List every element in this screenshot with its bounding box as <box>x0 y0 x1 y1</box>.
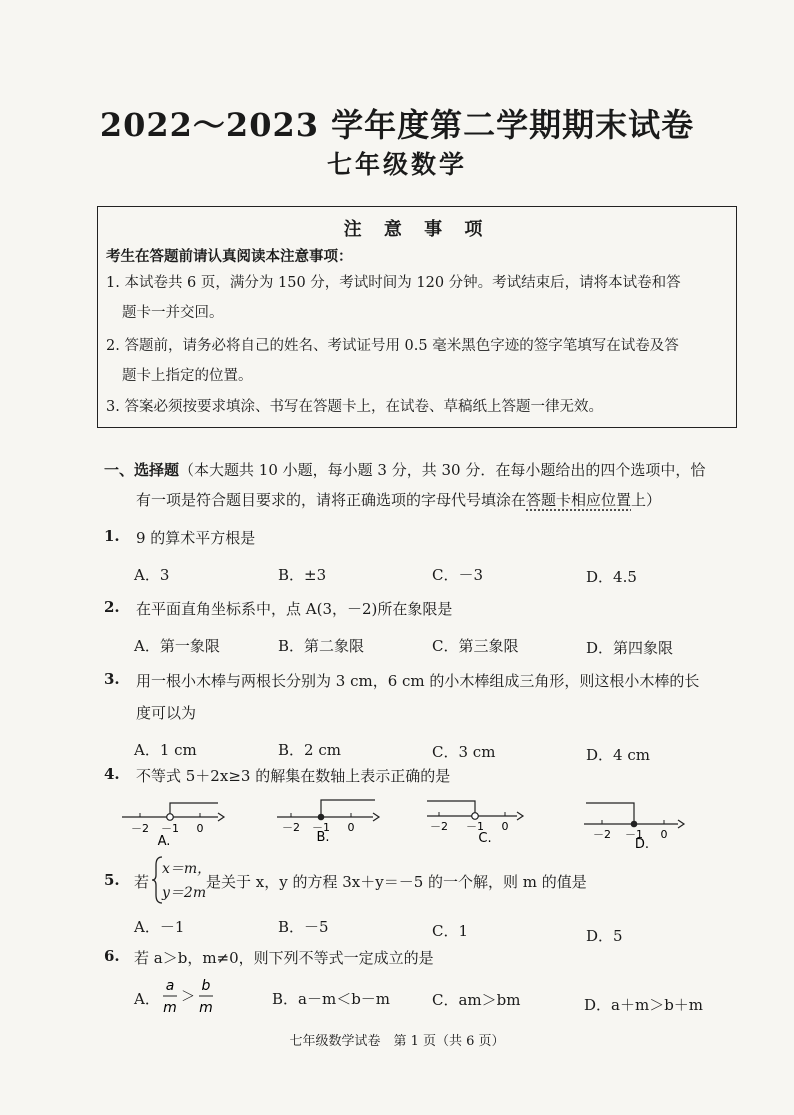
question-text: 是关于 x，y 的方程 3x＋y＝－5 的一个解，则 m 的值是 <box>206 873 587 891</box>
option-b: B．±3 <box>278 566 327 584</box>
exam-title: 2022～2023 学年度第二学期期末试卷 <box>99 106 695 144</box>
option-label: B. <box>316 830 330 843</box>
tick-label: －1 <box>312 821 330 834</box>
option-d: D．第四象限 <box>586 639 674 657</box>
notice-item-1 <box>106 275 726 292</box>
number-line-b <box>275 795 385 843</box>
option-a <box>134 988 160 1009</box>
option-d: D．a＋m＞b＋m <box>584 996 704 1014</box>
notice-item-number: 2. <box>106 338 120 354</box>
option-label: C. <box>478 831 492 846</box>
option-d: D．5 <box>586 927 623 945</box>
notice-item-number: 3. <box>106 399 120 415</box>
question-number: 5. <box>104 871 120 889</box>
option-c: C．第三象限 <box>432 637 519 655</box>
option-b: B．a－m＜b－m <box>272 990 391 1008</box>
tick-label: 0 <box>196 822 204 835</box>
notice-item-1-cont: 题卡一并交回。 <box>122 305 224 321</box>
number-line-d <box>582 798 694 850</box>
option-d: D．4 cm <box>586 746 650 764</box>
option-a-label: A． <box>134 990 160 1008</box>
question-number: 2. <box>104 598 120 616</box>
exam-subtitle: 七年级数学 <box>326 150 467 179</box>
notice-box <box>97 206 737 428</box>
tick-label: 0 <box>660 828 668 841</box>
tick-label: －2 <box>282 821 300 834</box>
notice-intro: 考生在答题前请认真阅读本注意事项： <box>106 248 353 265</box>
option-label: A. <box>157 834 171 848</box>
tick-label: －2 <box>430 820 448 833</box>
option-a-fraction-expression <box>160 974 220 1020</box>
question-text: 9 的算术平方根是 <box>136 529 256 547</box>
tick-label: －2 <box>593 828 611 841</box>
question-number: 3. <box>104 670 120 688</box>
tick-label: －1 <box>161 822 179 835</box>
question-number: 6. <box>104 947 120 965</box>
notice-item-text: 答案必须按要求填涂、书写在答题卡上，在试卷、草稿纸上答题一律无效。 <box>124 399 603 415</box>
section-instructions-cont <box>136 491 736 509</box>
question-number: 1. <box>104 527 120 545</box>
notice-item-text: 本试卷共 6 页，满分为 150 分，考试时间为 120 分钟。考试结束后，请将本试卷和答 <box>124 275 681 291</box>
question-text: 用一根小木棒与两根长分别为 3 cm，6 cm 的小木棒组成三角形，则这根小木棒的长 <box>136 672 700 690</box>
section-instructions-end: 上） <box>631 491 662 509</box>
notice-item-2 <box>106 338 726 355</box>
section-label: 一、选择题 <box>104 461 180 479</box>
option-c: C．－3 <box>432 566 484 584</box>
tick-label: －2 <box>131 822 149 835</box>
section-instructions-text: 有一项是符合题目要求的，请将正确选项的字母代号填涂在 <box>136 491 527 509</box>
emphasis-text: 答题卡相应位置 <box>526 491 632 509</box>
fraction-numerator: a <box>165 978 175 994</box>
option-c: C．am＞bm <box>432 991 521 1009</box>
tick-label: 0 <box>347 821 355 834</box>
number-line-c <box>425 798 535 846</box>
question-text: 若 a＞b，m≠0，则下列不等式一定成立的是 <box>134 949 434 967</box>
option-a: A．1 cm <box>134 741 197 759</box>
relation-symbol: ＞ <box>181 989 195 1005</box>
section-header <box>104 461 724 479</box>
notice-item-2-cont: 题卡上指定的位置。 <box>122 368 253 384</box>
question-text-cont: 度可以为 <box>136 704 197 722</box>
option-a: A．3 <box>134 566 170 584</box>
option-a: A．第一象限 <box>134 637 220 655</box>
tick-label: －1 <box>625 828 643 841</box>
equation-line-2: y＝2m <box>162 885 207 901</box>
option-b: B．－5 <box>278 918 329 936</box>
section-instructions: （本大题共 10 小题，每小题 3 分，共 30 分．在每小题给出的四个选项中，恰 <box>179 461 706 479</box>
notice-item-3 <box>106 399 726 416</box>
tick-label: －1 <box>466 820 484 833</box>
question-text: 不等式 5＋2x≥3 的解集在数轴上表示正确的是 <box>136 767 451 785</box>
question-number: 4. <box>104 765 120 783</box>
number-line-a <box>120 800 230 848</box>
fraction-numerator: b <box>201 978 211 994</box>
notice-item-number: 1. <box>106 275 120 291</box>
option-d: D．4.5 <box>586 568 637 586</box>
question-text-pre: 若 <box>134 873 150 891</box>
page-footer: 七年级数学试卷 第 1 页（共 6 页） <box>289 1034 505 1049</box>
option-b: B．第二象限 <box>278 637 365 655</box>
option-a: A．－1 <box>134 918 185 936</box>
option-c: C．3 cm <box>432 743 496 761</box>
notice-item-text: 答题前，请务必将自己的姓名、考试证号用 0.5 毫米黑色字迹的签字笔填写在试卷及答 <box>124 338 679 354</box>
tick-label: 0 <box>501 820 509 833</box>
option-label: D. <box>634 837 650 850</box>
equation-line-1: x＝m， <box>162 861 212 877</box>
notice-title: 注 意 事 项 <box>343 219 491 240</box>
option-c: C．1 <box>432 922 469 940</box>
option-b: B．2 cm <box>278 741 341 759</box>
question-text: 在平面直角坐标系中，点 A(3，－2)所在象限是 <box>136 600 453 618</box>
fraction-denominator: m <box>199 1000 213 1016</box>
fraction-denominator: m <box>163 1000 177 1016</box>
